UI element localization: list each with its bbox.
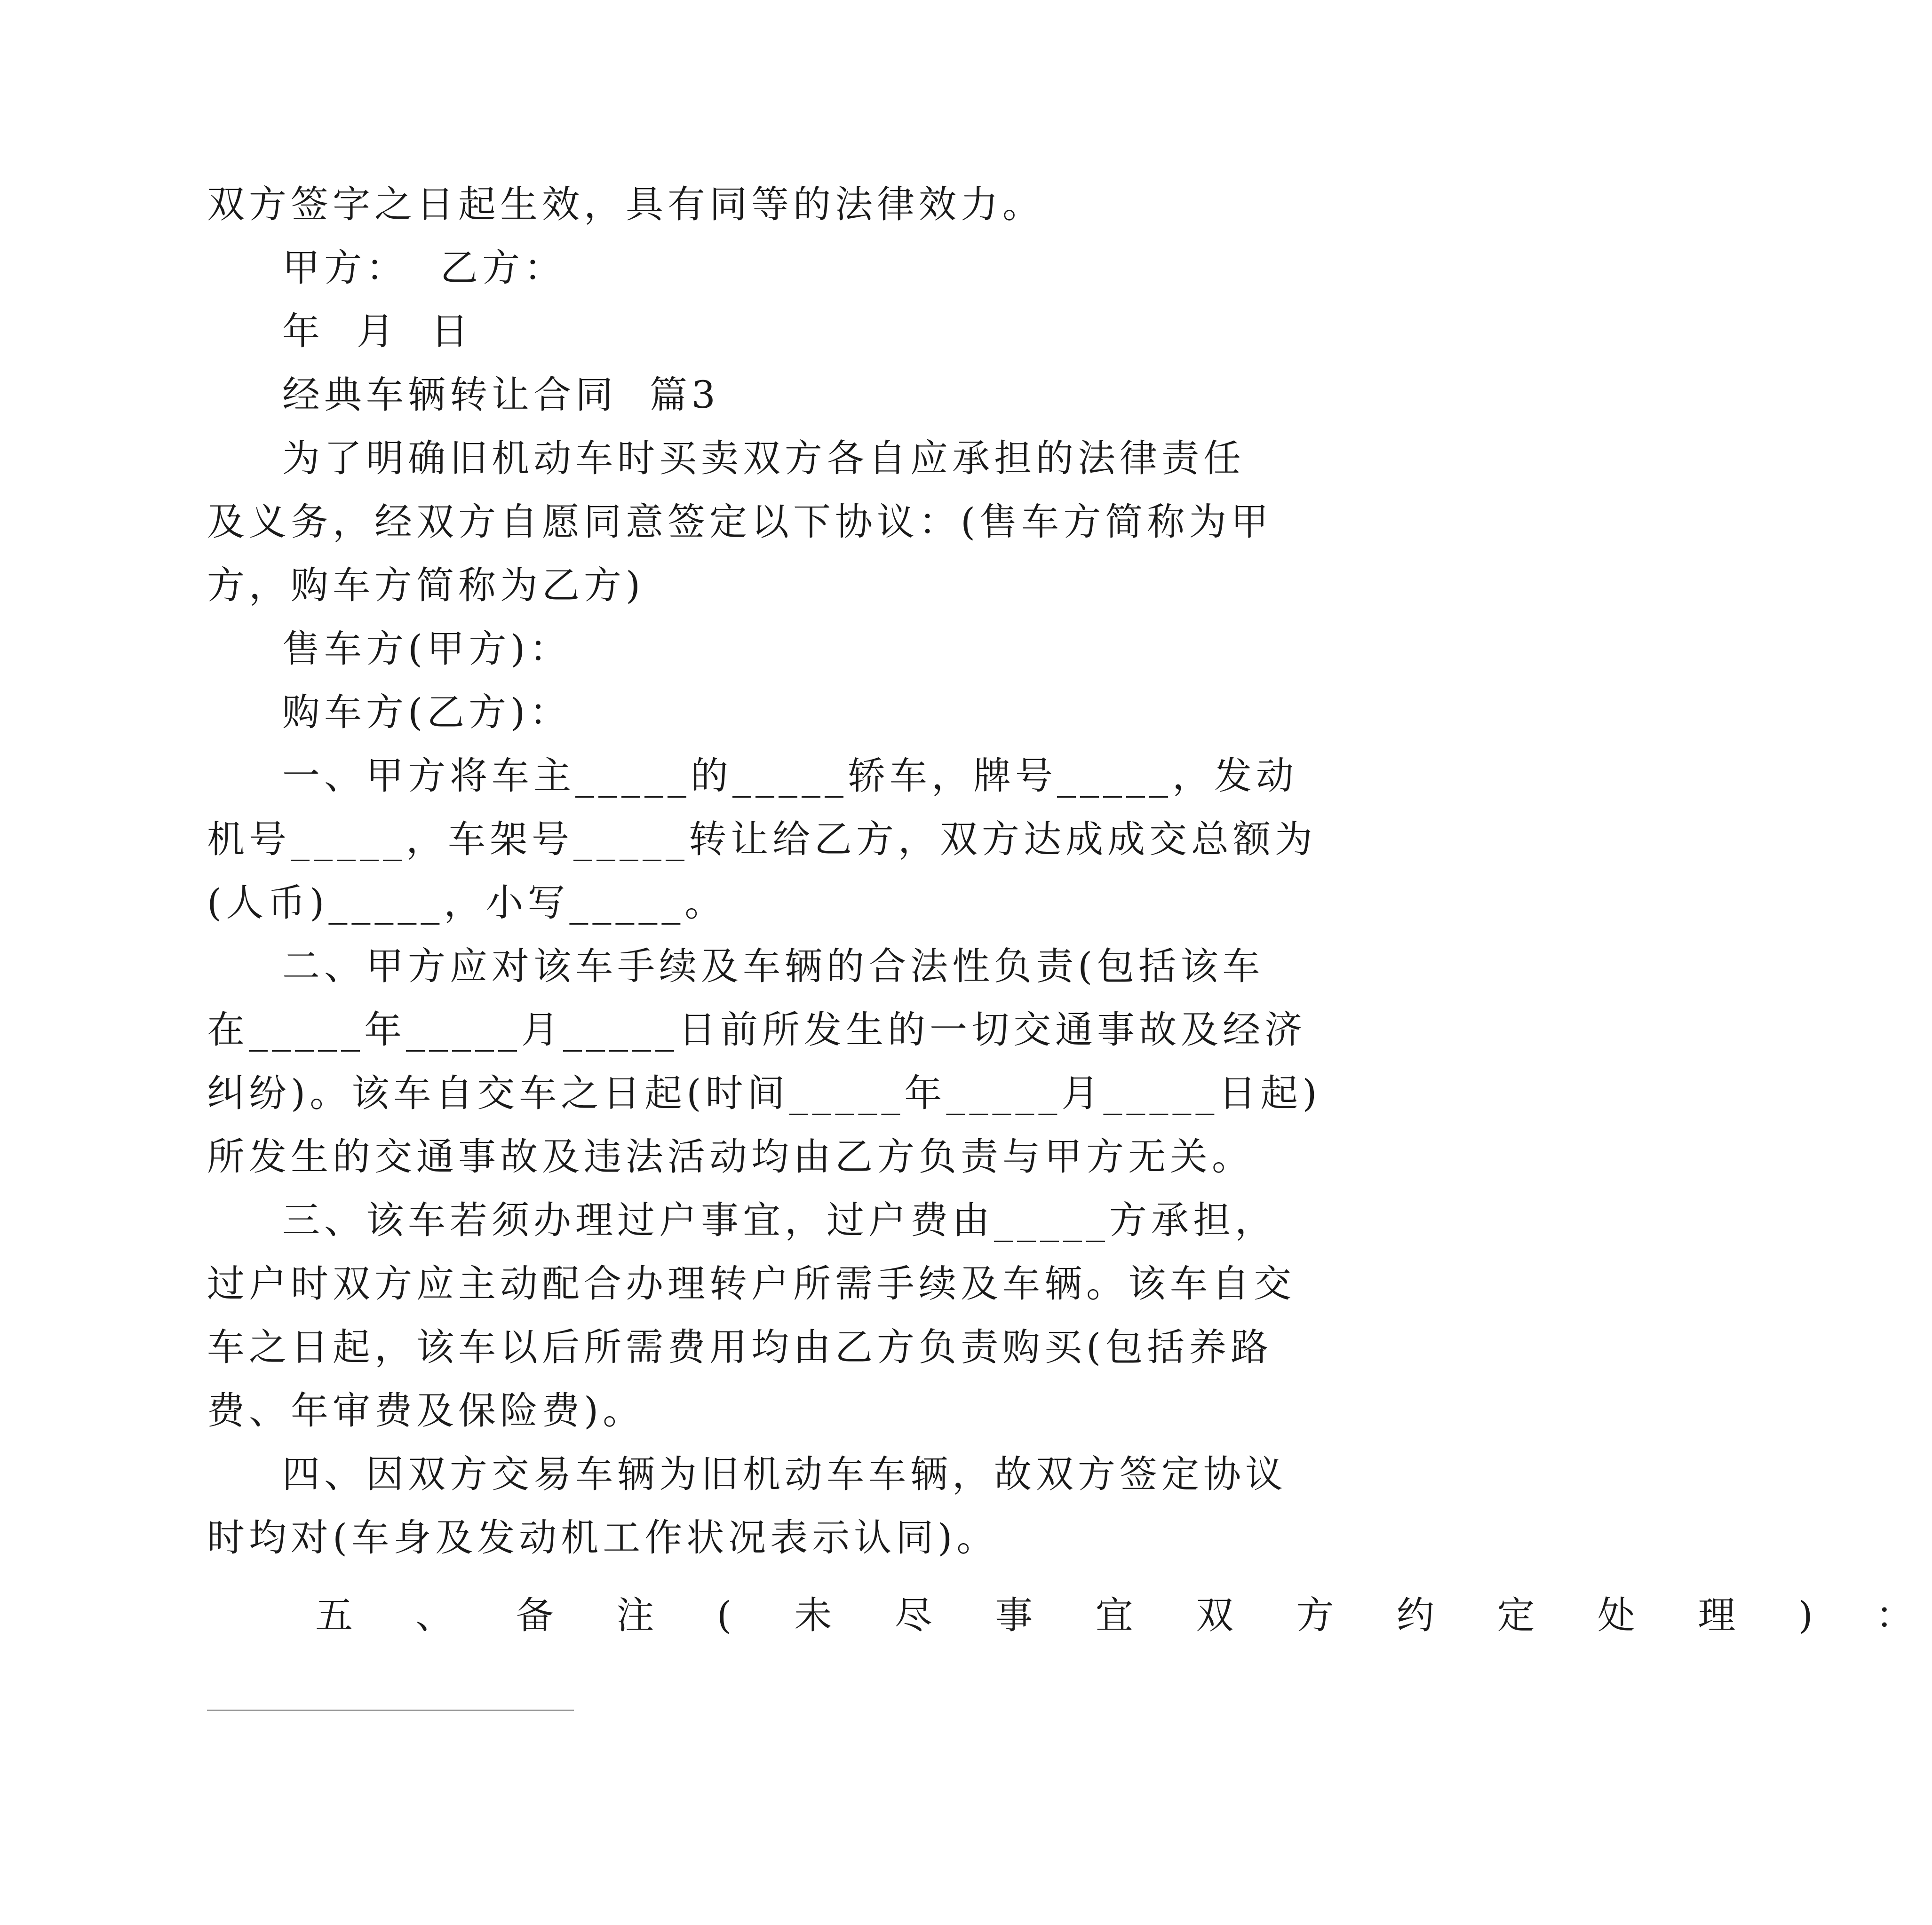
footnote-divider: [207, 1710, 574, 1711]
seller-party-line: 售车方(甲方)：: [282, 627, 572, 671]
clause-2-line-3: 纠纷)。该车自交车之日起(时间_____年_____月_____日起): [207, 1071, 1321, 1115]
clause-4-line-1: 四、因双方交易车辆为旧机动车车辆，故双方签定协议: [282, 1452, 1287, 1496]
clause-1-line-2: 机号_____，车架号_____转让给乙方，双方达成成交总额为: [207, 817, 1317, 861]
clause-3-line-4: 费、年审费及保险费)。: [207, 1389, 645, 1433]
intro-paragraph-line-1: 为了明确旧机动车时买卖双方各自应承担的法律责任: [282, 436, 1245, 480]
clause-3-line-2: 过户时双方应主动配合办理转户所需手续及车辆。该车自交: [207, 1262, 1296, 1306]
clause-3-line-3: 车之日起，该车以后所需费用均由乙方负责购买(包括养路: [207, 1325, 1273, 1369]
clause-1-line-3: (人币)_____，小写_____。: [207, 881, 727, 925]
clause-4-line-2: 时均对(车身及发动机工作状况表示认同)。: [207, 1516, 999, 1560]
intro-paragraph-line-2: 及义务，经双方自愿同意签定以下协议：(售车方简称为甲: [207, 500, 1273, 544]
buyer-party-line: 购车方(乙方)：: [282, 690, 572, 734]
clause-2-line-1: 二、甲方应对该车手续及车辆的合法性负责(包括该车: [282, 944, 1264, 988]
date-line: 年 月 日: [282, 309, 473, 353]
intro-paragraph-line-3: 方，购车方简称为乙方): [207, 563, 645, 607]
clause-2-line-2: 在_____年_____月_____日前所发生的一切交通事故及经济: [207, 1008, 1306, 1052]
clause-3-line-1: 三、该车若须办理过户事宜，过户费由_____方承担，: [282, 1198, 1277, 1242]
clause-5-remarks-line: 五 、 备 注 ( 未 尽 事 宜 双 方 约 定 处 理 ) ：: [315, 1593, 1932, 1637]
signature-parties-line: 甲方： 乙方：: [282, 246, 566, 290]
clause-2-line-4: 所发生的交通事故及违法活动均由乙方负责与甲方无关。: [207, 1135, 1254, 1179]
clause-1-line-1: 一、甲方将车主_____的_____轿车，牌号_____，发动: [282, 754, 1298, 798]
section-title-contract-3: 经典车辆转让合同 篇3: [282, 373, 720, 417]
body-line-effective-clause: 双方签字之日起生效，具有同等的法律效力。: [207, 182, 1044, 226]
